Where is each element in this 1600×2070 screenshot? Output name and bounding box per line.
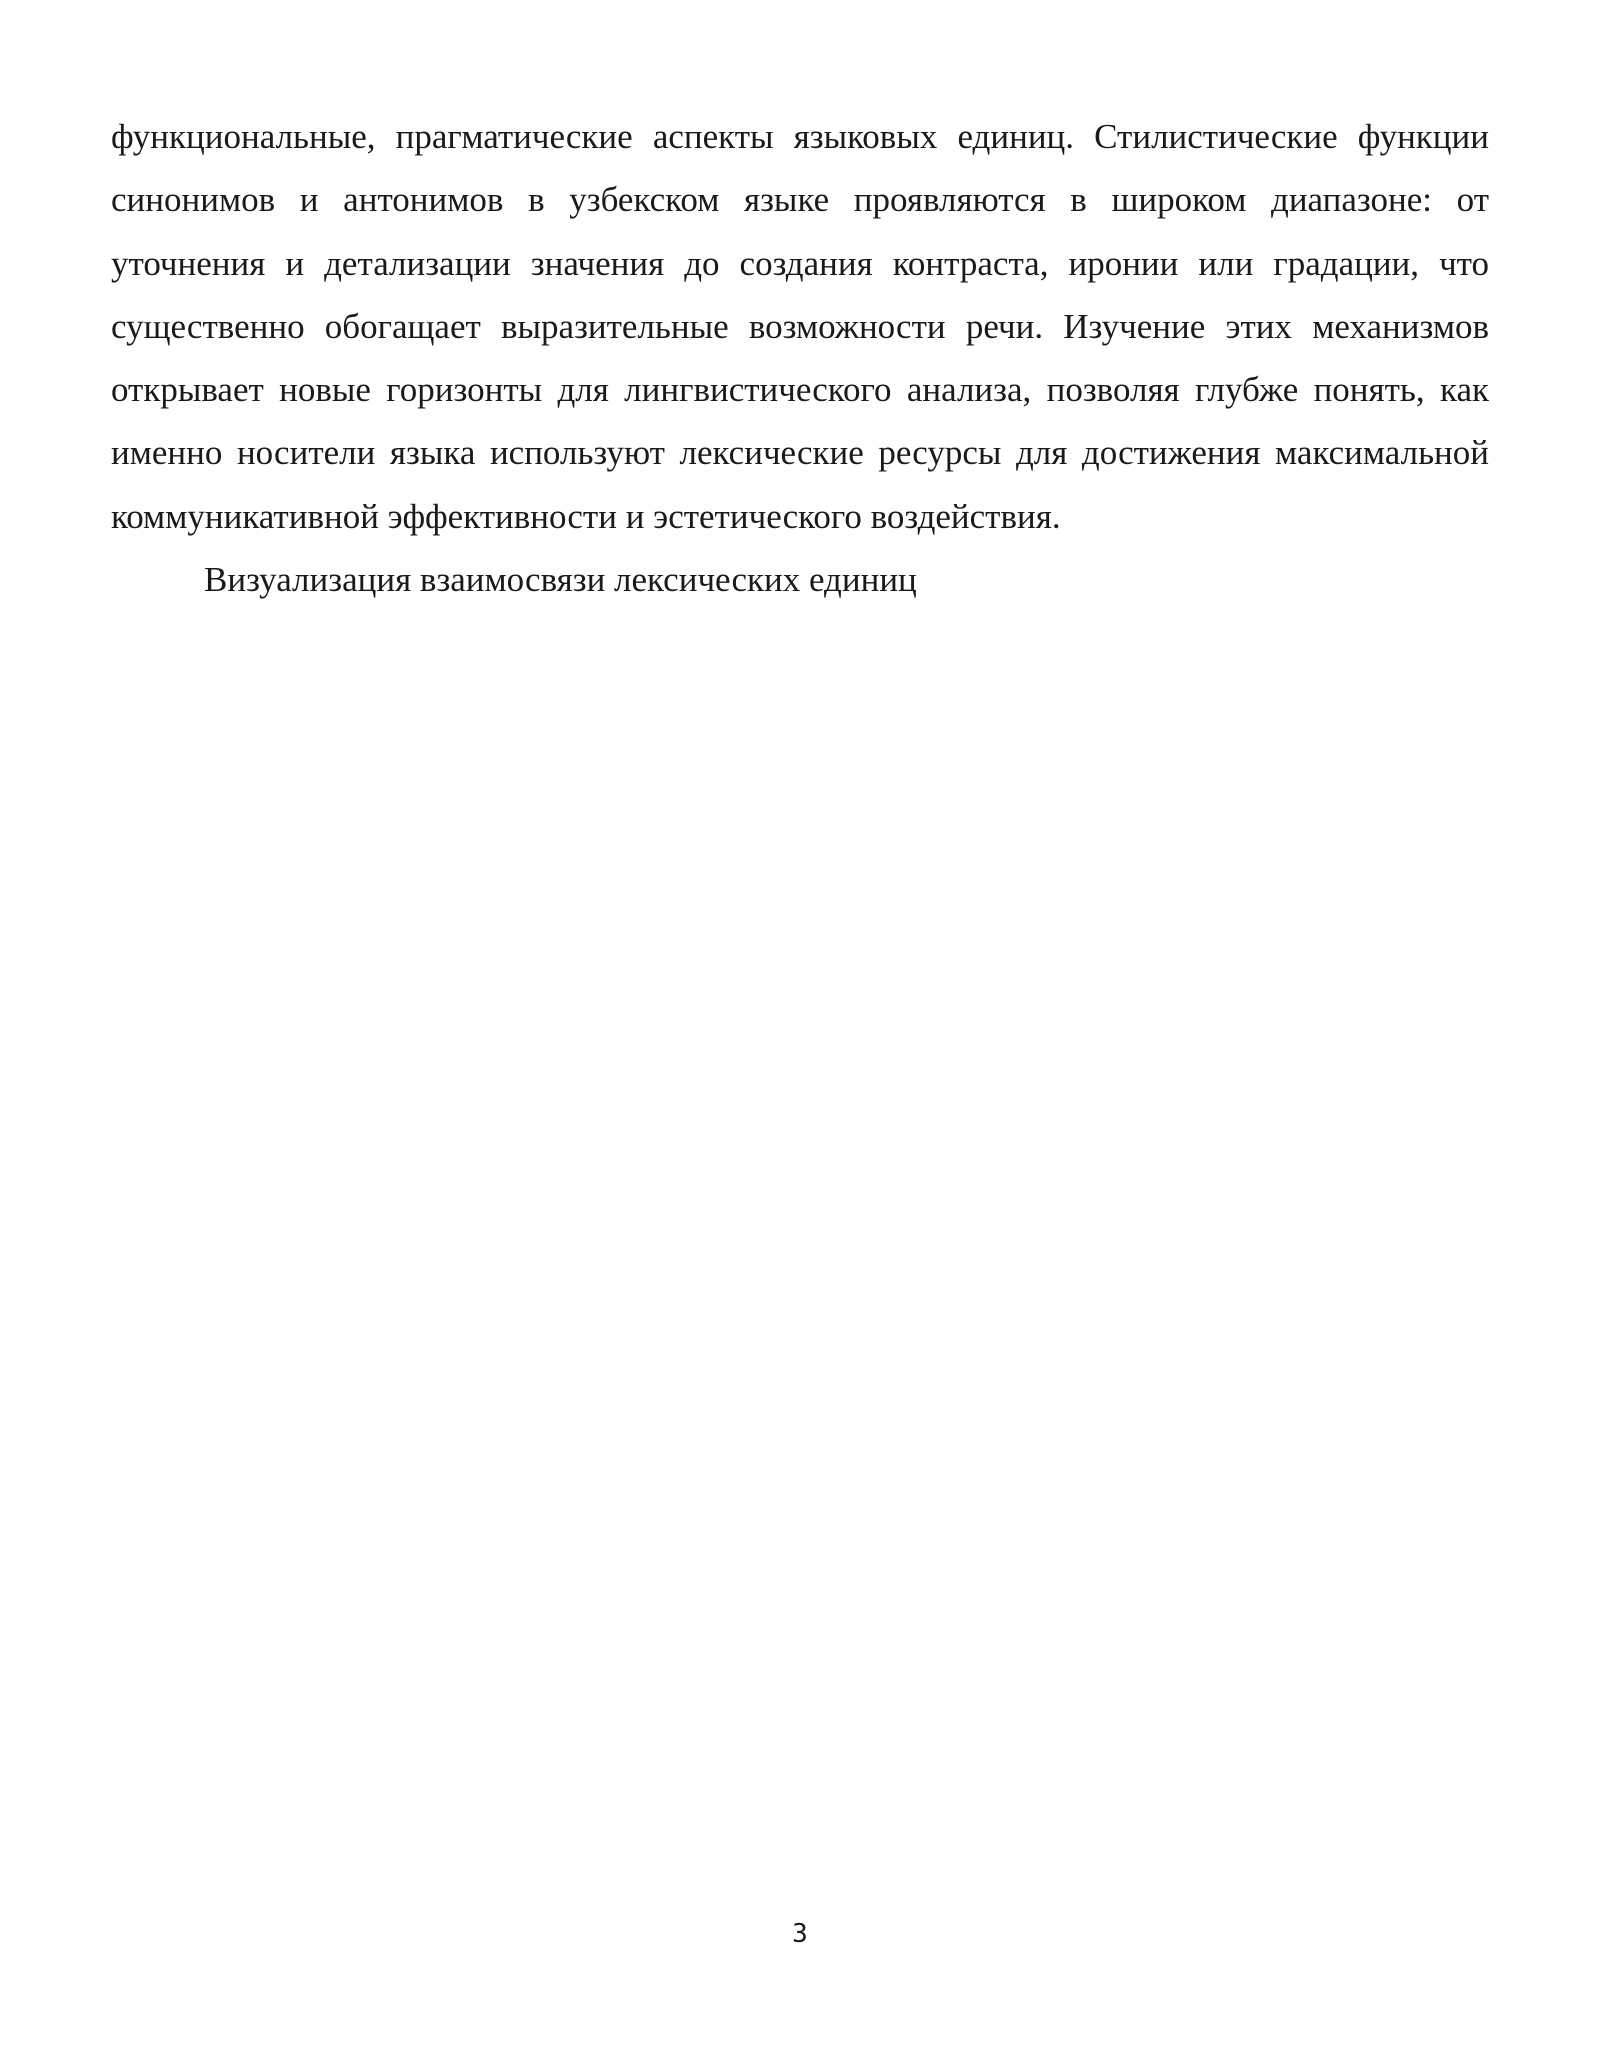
figure-caption: Визуализация взаимосвязи лексических единиц xyxy=(204,560,917,599)
page-number: 3 xyxy=(792,1919,808,1949)
body-paragraph: функциональные, прагматические аспекты языковых единиц. Стилистические функции синонимов и антонимов в узбекском языке проявляются в широком диапазоне: от уточнения и детализации значения до создания контраста, иронии или градации, что существенно обогащает выразительные возможности речи. Изучение этих механизмов открывает новые горизонты для лингвистического анализа, позволяя глубже понять, как именно носители языка используют лексические ресурсы для достижения максимальной коммуникативной эффективности и эстетического воздействия. xyxy=(111,117,1489,536)
